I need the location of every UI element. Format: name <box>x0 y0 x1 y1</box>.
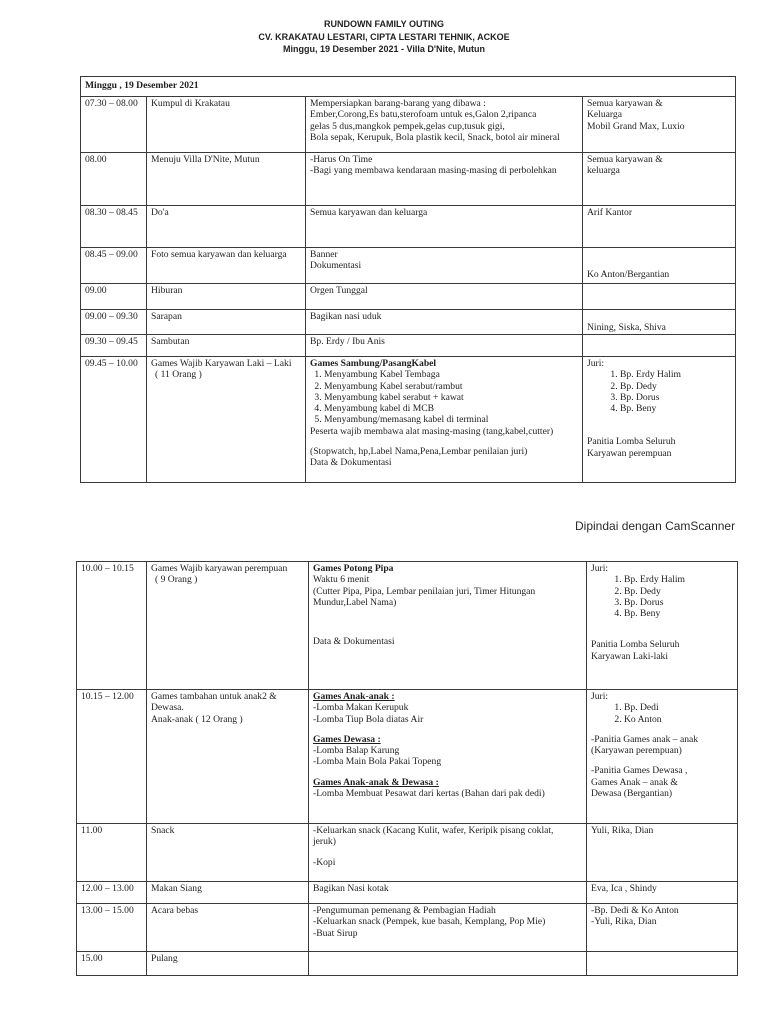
panitia-line: Karyawan Laki-laki <box>591 650 668 662</box>
game-item: -Lomba Tiup Bola diatas Air <box>313 713 424 725</box>
juri-label: Juri: <box>587 358 605 369</box>
game-item: -Lomba Makan Kerupuk <box>313 702 409 714</box>
row-time: 08.45 – 09.00 <box>81 248 147 284</box>
juri-name: 3. Bp. Dorus <box>624 597 733 608</box>
activity-line: Games tambahan untuk anak2 & <box>151 691 277 702</box>
panitia-line: -Panitia Games anak – anak <box>591 733 699 745</box>
doc-date-place: Minggu, 19 Desember 2021 - Villa D'Nite, Mutun <box>282 44 486 54</box>
pic-line: Semua karyawan & <box>587 98 663 109</box>
detail-line: -Bagi yang membawa kendaraan masing-masing di perbolehkan <box>310 165 557 177</box>
game-step: 1. Menyambung Kabel Tembaga <box>324 369 578 380</box>
row-time: 12.00 – 13.00 <box>77 882 147 904</box>
row-details: Semua karyawan dan keluarga <box>306 206 583 248</box>
activity-line: ( 9 Orang ) <box>155 574 198 586</box>
panitia-line: Panitia Lomba Seluruh <box>591 639 680 651</box>
row-time: 13.00 – 15.00 <box>77 904 147 952</box>
pic-line: Mobil Grand Max, Luxio <box>587 120 685 132</box>
row-activity: Acara bebas <box>147 904 309 952</box>
row-time: 09.45 – 10.00 <box>81 357 147 483</box>
panitia-line: -Panitia Games Dewasa , <box>591 765 688 777</box>
day-heading: Minggu , 19 Desember 2021 <box>81 77 736 97</box>
detail-line: Mempersiapkan barang-barang yang dibawa : <box>310 98 486 109</box>
juri-name: 4. Bp. Beny <box>620 403 731 414</box>
row-activity: Menuju Villa D'Nite, Mutun <box>147 153 306 206</box>
equipment-line: (Stopwatch, hp,Label Nama,Pena,Lembar penilaian juri) <box>310 446 528 458</box>
detail-line: -Buat Sirup <box>313 927 358 939</box>
row-time: 08.00 <box>81 153 147 206</box>
row-activity <box>147 562 309 690</box>
detail-line: jeruk) <box>313 836 336 848</box>
pic-line: -Yuli, Rika, Dian <box>591 916 657 928</box>
juri-list <box>587 369 731 414</box>
activity-line: Games Wajib karyawan perempuan <box>151 563 288 574</box>
row-activity: Snack <box>147 824 309 882</box>
detail-line: -Keluarkan snack (Kacang Kulit, wafer, Keripik pisang coklat, <box>313 825 554 836</box>
row-time: 10.00 – 10.15 <box>77 562 147 690</box>
row-activity: Kumpul di Krakatau <box>147 97 306 153</box>
row-details: Orgen Tunggal <box>306 284 583 310</box>
detail-line: Waktu 6 menit <box>313 574 370 586</box>
row-time: 08.30 – 08.45 <box>81 206 147 248</box>
row-details <box>306 153 583 206</box>
row-details <box>306 97 583 153</box>
day-heading-row <box>81 77 736 97</box>
detail-line: -Keluarkan snack (Pempek, kue basah, Kemplang, Pop Mie) <box>313 916 546 928</box>
row-activity: Sambutan <box>147 335 306 357</box>
game-note: Peserta wajib membawa alat masing-masing (tang,kabel,cutter) <box>310 425 554 437</box>
camscanner-watermark: Dipindai dengan CamScanner <box>575 519 736 533</box>
row-time: 11.00 <box>77 824 147 882</box>
row-details: Bp. Erdy / Ibu Anis <box>306 335 583 357</box>
juri-name: 1. Bp. Erdy Halim <box>624 574 733 585</box>
schedule-row <box>81 310 736 335</box>
row-pic <box>583 357 736 483</box>
juri-name: 1. Bp. Dedi <box>624 702 733 713</box>
documentation-line: Data & Dokumentasi <box>313 636 395 648</box>
activity-line: ( 11 Orang ) <box>155 369 202 381</box>
schedule-row <box>77 904 738 952</box>
game-title: Games Potong Pipa <box>313 563 394 574</box>
activity-line: Dewasa. <box>151 702 184 714</box>
pic-line: -Bp. Dedi & Ko Anton <box>591 905 679 916</box>
activity-line: Games Wajib Karyawan Laki – Laki <box>151 358 292 369</box>
game-step: 4. Menyambung kabel di MCB <box>324 403 578 414</box>
row-time: 07.30 – 08.00 <box>81 97 147 153</box>
game-item: -Lomba Main Bola Pakai Topeng <box>313 756 442 768</box>
row-details <box>309 562 587 690</box>
game-title: Games Sambung/PasangKabel <box>310 358 437 369</box>
schedule-row <box>77 952 738 976</box>
game-step: 5. Menyambung/memasang kabel di terminal <box>324 414 578 425</box>
row-activity: Foto semua karyawan dan keluarga <box>147 248 306 284</box>
row-activity: Do'a <box>147 206 306 248</box>
equipment-line: Data & Dokumentasi <box>310 457 392 469</box>
game-steps <box>310 369 578 425</box>
detail-line: -Kopi <box>313 856 336 868</box>
detail-line: gelas 5 dus,mangkok pempek,gelas cup,tusuk gigi, <box>310 120 505 132</box>
schedule-row <box>77 690 738 824</box>
row-time: 15.00 <box>77 952 147 976</box>
juri-name: 4. Bp. Beny <box>624 608 733 619</box>
detail-line: Ember,Corong,Es batu,sterofoam untuk es,Galon 2,ripanca <box>310 109 537 121</box>
row-pic <box>587 904 738 952</box>
row-time: 09.00 <box>81 284 147 310</box>
row-pic <box>587 690 738 824</box>
row-details <box>309 904 587 952</box>
juri-list <box>591 574 733 619</box>
row-activity: Pulang <box>147 952 309 976</box>
row-details <box>309 824 587 882</box>
schedule-row <box>77 882 738 904</box>
schedule-table-page-1 <box>80 76 736 483</box>
juri-name: 2. Bp. Dedy <box>624 586 733 597</box>
detail-line: Banner <box>310 249 338 260</box>
row-pic <box>587 952 738 976</box>
doc-company: CV. KRAKATAU LESTARI, CIPTA LESTARI TEHNIK, ACKOE <box>258 31 510 42</box>
row-pic: Arif Kantor <box>583 206 736 248</box>
game-item: -Lomba Membuat Pesawat dari kertas (Bahan dari pak dedi) <box>313 788 545 800</box>
detail-line: -Harus On Time <box>310 154 373 165</box>
detail-line: Mundur,Label Nama) <box>313 596 397 608</box>
game-group-title: Games Dewasa : <box>313 733 381 745</box>
schedule-row <box>77 562 738 690</box>
detail-line: Bola sepak, Kerupuk, Bola plastik kecil, Snack, botol air mineral <box>310 131 560 143</box>
juri-name: 2. Ko Anton <box>624 714 733 725</box>
schedule-row <box>81 335 736 357</box>
game-group-title: Games Anak-anak : <box>313 691 395 702</box>
row-time: 09.30 – 09.45 <box>81 335 147 357</box>
pic-line: Semua karyawan & <box>587 154 663 165</box>
row-details: Bagikan Nasi kotak <box>309 882 587 904</box>
doc-title: RUNDOWN FAMILY OUTING <box>323 19 444 29</box>
row-details <box>306 248 583 284</box>
row-details <box>306 357 583 483</box>
detail-line: Dokumentasi <box>310 260 362 272</box>
schedule-row <box>81 206 736 248</box>
panitia-line: Panitia Lomba Seluruh <box>587 436 676 448</box>
row-details: Bagikan nasi uduk <box>306 310 583 335</box>
row-pic: Yuli, Rika, Dian <box>587 824 738 882</box>
juri-name: 1. Bp. Erdy Halim <box>620 369 731 380</box>
row-activity: Sarapan <box>147 310 306 335</box>
panitia-line: Karyawan perempuan <box>587 447 672 459</box>
row-pic <box>583 153 736 206</box>
row-pic: Nining, Siska, Shiva <box>583 310 736 335</box>
pic-line: keluarga <box>587 165 620 177</box>
game-step: 2. Menyambung Kabel serabut/rambut <box>324 381 578 392</box>
row-pic: Eva, Ica , Shindy <box>587 882 738 904</box>
panitia-line: Games Anak – anak & <box>591 776 678 788</box>
row-details <box>309 690 587 824</box>
row-activity: Hiburan <box>147 284 306 310</box>
schedule-row <box>81 248 736 284</box>
row-activity <box>147 690 309 824</box>
row-pic <box>583 335 736 357</box>
row-time: 09.00 – 09.30 <box>81 310 147 335</box>
juri-name: 3. Bp. Dorus <box>620 392 731 403</box>
game-group-title: Games Anak-anak & Dewasa : <box>313 776 439 788</box>
row-activity: Makan Siang <box>147 882 309 904</box>
juri-list <box>591 702 733 725</box>
schedule-table-page-2 <box>76 561 738 976</box>
juri-name: 2. Bp. Dedy <box>620 381 731 392</box>
detail-line: -Pengumuman pemenang & Pembagian Hadiah <box>313 905 496 916</box>
detail-line: (Cutter Pipa, Pipa, Lembar penilaian juri, Timer Hitungan <box>313 585 536 597</box>
schedule-row <box>81 97 736 153</box>
schedule-row <box>81 357 736 483</box>
row-pic <box>587 562 738 690</box>
game-item: -Lomba Balap Karung <box>313 745 400 757</box>
schedule-row <box>77 824 738 882</box>
schedule-row <box>81 284 736 310</box>
document-header <box>0 18 768 56</box>
panitia-line: (Karyawan perempuan) <box>591 745 682 757</box>
row-pic <box>583 97 736 153</box>
row-activity <box>147 357 306 483</box>
juri-label: Juri: <box>591 563 609 574</box>
row-time: 10.15 – 12.00 <box>77 690 147 824</box>
schedule-row <box>81 153 736 206</box>
game-step: 3. Menyambung kabel serabut + kawat <box>324 392 578 403</box>
row-pic <box>583 284 736 310</box>
pic-line: Keluarga <box>587 109 622 121</box>
juri-label: Juri: <box>591 691 609 702</box>
row-details <box>309 952 587 976</box>
activity-line: Anak-anak ( 12 Orang ) <box>151 713 243 725</box>
panitia-line: Dewasa (Bergantian) <box>591 788 673 800</box>
row-pic: Ko Anton/Bergantian <box>583 248 736 284</box>
